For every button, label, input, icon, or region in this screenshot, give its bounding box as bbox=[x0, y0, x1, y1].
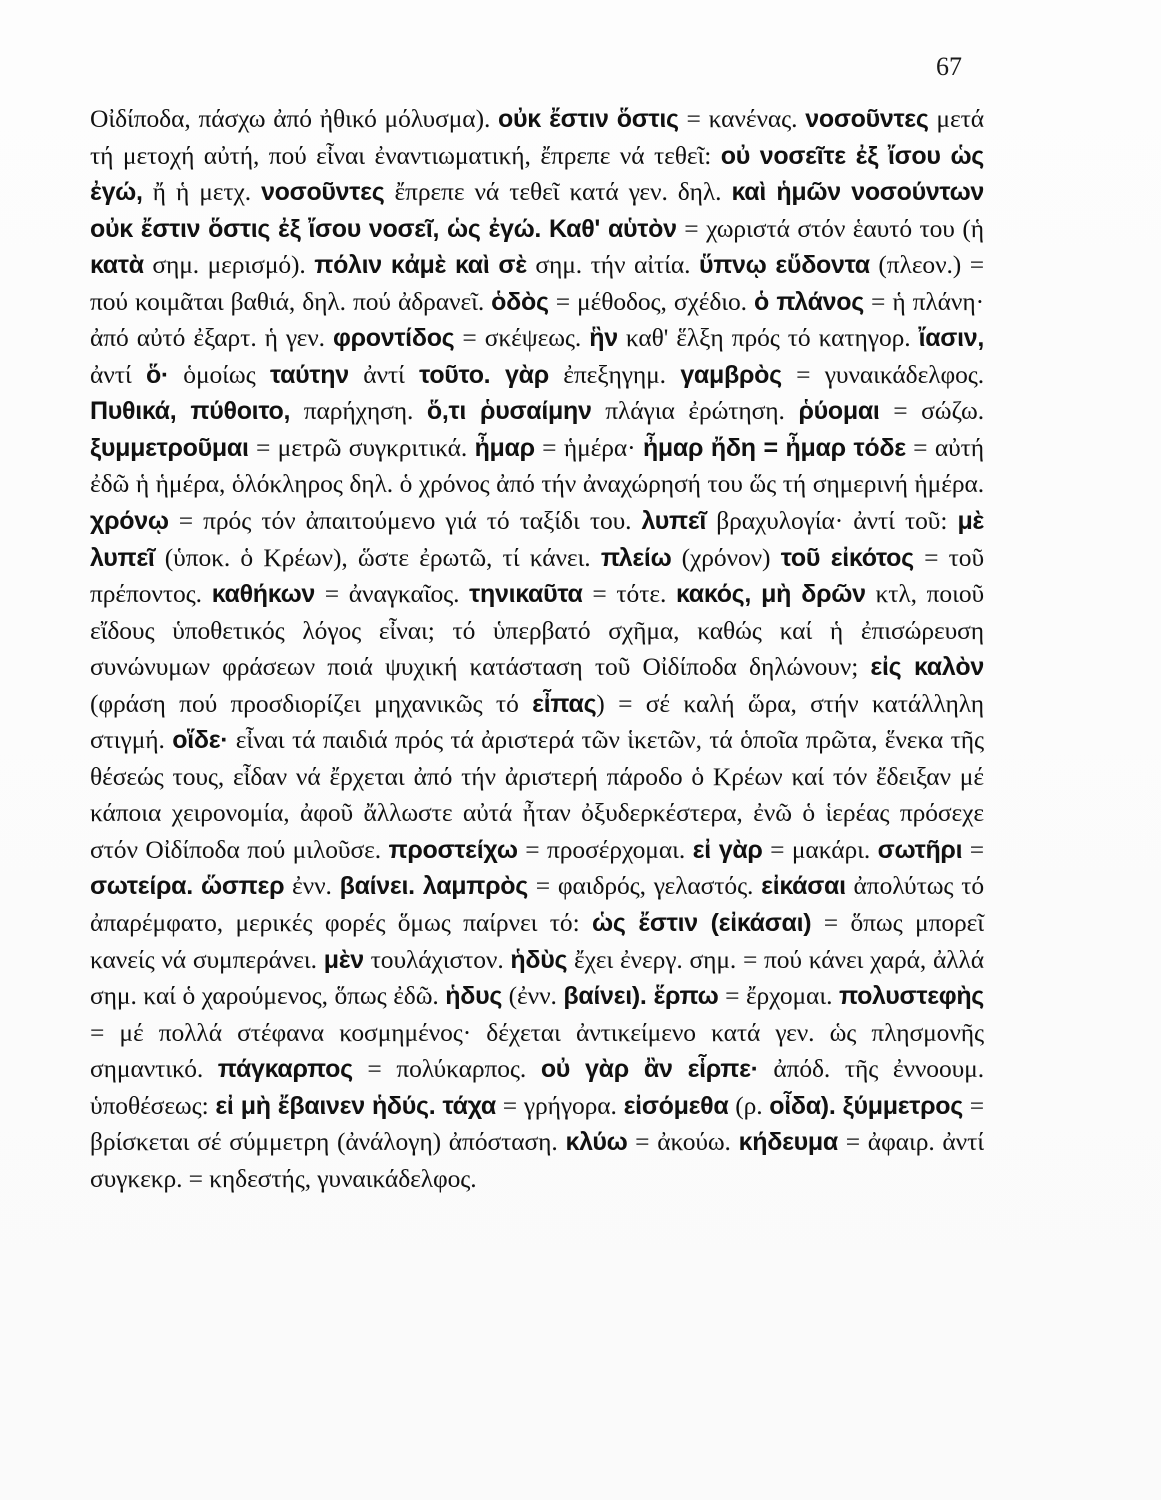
text-run: = κανένας. bbox=[678, 104, 806, 133]
text-run: παρήχηση. bbox=[290, 396, 427, 426]
text-run: (χρόνον) bbox=[671, 542, 781, 572]
text-run: (ἐνν. bbox=[502, 981, 564, 1011]
bold-term: πόλιν κἀμὲ καὶ σὲ bbox=[314, 251, 527, 280]
text-run: Οἰδίποδα, πάσχω ἀπό ἠθικό μόλυσμα). bbox=[90, 104, 499, 133]
bold-term: νοσοῦντες bbox=[805, 105, 929, 133]
bold-term: πάγκαρπος bbox=[217, 1055, 353, 1084]
text-run: κτλ, ποιοῦ εἴδους ὑποθετικός λόγος εἶναι; τό ὑπερβατό σχῆμα, καθώς καί ἡ ἐπισώρευση συνώνυμων φράσεων ποιά ψυχική κατάσταση τοῦ Οἰδίποδα δηλώνουν; bbox=[90, 579, 985, 682]
bold-term: ἴασιν, bbox=[918, 324, 984, 353]
bold-term: κλύω bbox=[565, 1128, 628, 1157]
bold-term: ἣν bbox=[589, 324, 618, 353]
text-run: ἔπρεπε νά τεθεῖ κατά γεν. δηλ. bbox=[384, 177, 732, 207]
text-run: σημ. μερισμό). bbox=[143, 250, 315, 280]
text-run: = προσέρχομαι. bbox=[517, 834, 693, 864]
text-run: (φράση πού προσδιορίζει μηχανικῶς τό bbox=[90, 688, 533, 718]
bold-term: Πυθικά, πύθοιτο, bbox=[90, 397, 291, 426]
text-run: = ἡ πλάνη· ἀπό αὐτό ἐξαρτ. ἡ γεν. bbox=[90, 286, 984, 353]
bold-term: ὕπνῳ εὕδοντα bbox=[698, 251, 870, 280]
text-run: βραχυλογία· ἀντί τοῦ: bbox=[706, 506, 958, 536]
text-run: = μέ πολλά στέφανα κοσμημένος· δέχεται ἀντικείμενο κατά γεν. ὡς πλησμονῆς σημαντικό. bbox=[90, 1017, 984, 1084]
text-run: = ἀκούω. bbox=[627, 1127, 739, 1157]
text-run: σημ. τήν αἰτία. bbox=[526, 250, 699, 280]
bold-term: σωτείρα. ὥσπερ bbox=[90, 872, 285, 901]
bold-term: ὡς ἔστιν (εἰκάσαι) bbox=[592, 909, 812, 938]
text-run: = ὅπως μπορεῖ κανείς νά συμπεράνει. bbox=[90, 908, 984, 974]
bold-term: εἰ γὰρ bbox=[692, 835, 763, 864]
bold-term: οἵδε· bbox=[172, 726, 229, 755]
text-run: = βρίσκεται σέ σύμμετρη (ἀνάλογη) ἀπόσταση. bbox=[90, 1090, 984, 1157]
text-run: ἐνν. bbox=[284, 871, 340, 901]
bold-term: ταύτην bbox=[269, 360, 349, 389]
text-run: = τοῦ πρέποντος. bbox=[90, 542, 984, 609]
bold-term: τηνικαῦτα bbox=[469, 580, 583, 609]
text-run: εἶναι τά παιδιά πρός τά ἀριστερά τῶν ἱκετῶν, τά ὁποῖα πρῶτα, ἕνεκα τῆς θέσεώς τους, εἶδαν νά ἔρχεται ἀπό τήν ἀριστερή πάροδο ὁ Κρέων καί τόν ἔδειξαν μέ κάποια χειρονομία, ἀφοῦ ἄλλωστε αὐτά ἦταν ὀξυδερκέστερα, ἐνῶ ὁ ἱερέας πρόσεχε στόν Οἰδίποδα πού μιλοῦσε. bbox=[90, 725, 984, 864]
text-run: ἐπεξηγημ. bbox=[548, 359, 681, 389]
text-run: μετά τή μετοχή αὐτή, πού εἶναι ἐναντιωματική, ἔπρεπε νά τεθεῖ: bbox=[90, 104, 984, 170]
text-run: = γυναικάδελφος. bbox=[781, 359, 985, 389]
bold-term: βαίνει). ἕρπω bbox=[563, 982, 719, 1011]
bold-term: προστείχω bbox=[388, 835, 518, 864]
text-run: ) = σέ καλή ὥρα, στήν κατάλληλη στιγμή. bbox=[90, 688, 985, 755]
bold-term: οὐ νοσεῖτε ἐξ ἴσου ὡς ἐγώ, bbox=[90, 141, 985, 207]
text-run: = χωριστά στόν ἑαυτό του (ἡ bbox=[676, 213, 984, 243]
bold-term: σωτῆρι bbox=[877, 835, 963, 864]
text-run: ὁμοίως bbox=[168, 359, 270, 389]
text-run: = τότε. bbox=[582, 579, 676, 609]
bold-term: νοσοῦντες bbox=[261, 178, 385, 207]
bold-term: ἦμαρ ἤδη = ἦμαρ τόδε bbox=[642, 433, 906, 462]
bold-term: λυπεῖ bbox=[641, 507, 707, 536]
text-run: = μετρῶ συγκριτικά. bbox=[248, 432, 475, 462]
bold-term: κακός, μὴ δρῶν bbox=[676, 580, 866, 609]
bold-term: κατὰ bbox=[90, 251, 144, 280]
page-number: 67 bbox=[936, 52, 962, 81]
bold-term: πολυστεφὴς bbox=[838, 982, 985, 1011]
bold-term: εἰκάσαι bbox=[761, 872, 846, 901]
text-run: (πλεον.) = πού κοιμᾶται βαθιά, δηλ. πού ἀδρανεῖ. bbox=[90, 250, 984, 316]
bold-term: καὶ ἡμῶν νοσούντων οὐκ ἔστιν ὅστις ἐξ ἴσου νοσεῖ, ὡς ἐγώ. Καθ' αὑτὸν bbox=[90, 178, 985, 243]
bold-term: εἰσόμεθα bbox=[623, 1091, 729, 1120]
bold-term: οἶδα). ξύμμετρος bbox=[769, 1091, 963, 1120]
text-run: = πρός τόν ἀπαιτούμενο γιά τό ταξίδι του. bbox=[168, 506, 642, 536]
commentary-paragraph bbox=[90, 101, 984, 1197]
text-run: πλάγια ἐρώτηση. bbox=[591, 396, 799, 426]
text-run: = μακάρι. bbox=[762, 834, 878, 864]
bold-term: οὐκ ἔστιν ὅστις bbox=[498, 105, 679, 133]
bold-term: χρόνῳ bbox=[90, 507, 169, 536]
text-run: = ἀναγκαῖος. bbox=[315, 579, 470, 609]
text-run: ἀντί bbox=[348, 359, 420, 389]
bold-term: φροντίδος bbox=[333, 324, 455, 353]
text-run: = ἀφαιρ. ἀντί συγκεκρ. = κηδεστής, γυναικάδελφος. bbox=[90, 1127, 984, 1193]
bold-term: ξυμμετροῦμαι bbox=[90, 433, 249, 462]
bold-term: γαμβρὸς bbox=[680, 360, 782, 389]
bold-term: τοῦ εἰκότος bbox=[780, 543, 914, 572]
text-run: καθ' ἕλξη πρός τό κατηγορ. bbox=[617, 323, 919, 353]
bold-term: μὲν bbox=[323, 945, 364, 974]
text-run: (ρ. bbox=[728, 1090, 770, 1120]
bold-term: ὁ πλάνος bbox=[754, 287, 864, 316]
text-run: ἔχει ἐνεργ. σημ. = πού κάνει χαρά, ἀλλά σημ. καί ὁ χαρούμενος, ὅπως ἐδῶ. bbox=[90, 944, 985, 1011]
bold-term: ῥύομαι bbox=[798, 397, 880, 426]
text-run: (ὑποκ. ὁ Κρέων), ὥστε ἐρωτῶ, τί κάνει. bbox=[154, 542, 601, 572]
text-run: = bbox=[962, 834, 985, 864]
text-run: = πολύκαρπος. bbox=[352, 1054, 541, 1084]
text-run: ἀπολύτως τό ἀπαρέμφατο, μερικές φορές ὅμως παίρνει τό: bbox=[90, 871, 984, 938]
bold-term: κήδευμα bbox=[738, 1128, 838, 1157]
text-run: ἀντί bbox=[90, 359, 146, 389]
text-run: = ἡμέρα· bbox=[534, 432, 643, 462]
bold-term: ἡδυς bbox=[445, 982, 503, 1011]
bold-term: πλείω bbox=[600, 543, 672, 572]
bold-term: μὲ λυπεῖ bbox=[90, 507, 984, 572]
bold-term: καθήκων bbox=[211, 580, 315, 609]
text-run: ἀπόδ. τῆς ἐννοουμ. ὑποθέσεως: bbox=[90, 1054, 984, 1120]
bold-term: οὐ γὰρ ἂν εἷρπε· bbox=[540, 1055, 759, 1084]
text-run: = αὐτή ἐδῶ ἡ ἡμέρα, ὁλόκληρος δηλ. ὁ χρόνος ἀπό τήν ἀναχώρησή του ὥς τή σημερινή ἡμέρα. bbox=[90, 432, 985, 499]
text-run: ἤ ἡ μετχ. bbox=[142, 177, 262, 207]
text-run: = ἔρχομαι. bbox=[718, 981, 839, 1011]
bold-term: εἶπας bbox=[532, 689, 597, 718]
bold-term: ἡδὺς bbox=[510, 945, 568, 974]
bold-term: εἰς καλὸν bbox=[870, 653, 984, 682]
bold-term: τοῦτο. γὰρ bbox=[419, 360, 549, 389]
text-run: = σκέψεως. bbox=[454, 323, 590, 353]
bold-term: ὁδὸς bbox=[491, 287, 549, 316]
bold-term: εἰ μὴ ἔβαινεν ἡδύς. τάχα bbox=[215, 1091, 497, 1120]
text-run: = γρήγορα. bbox=[496, 1090, 624, 1120]
bold-term: ὅ,τι ῥυσαίμην bbox=[426, 397, 592, 426]
bold-term: βαίνει. λαμπρὸς bbox=[339, 872, 528, 901]
bold-term: ὅ· bbox=[145, 360, 169, 389]
text-run: = σώζω. bbox=[879, 396, 984, 426]
text-run: = μέθοδος, σχέδιο. bbox=[548, 286, 754, 316]
bold-term: ἦμαρ bbox=[474, 433, 535, 462]
text-run: τουλάχιστον. bbox=[363, 944, 511, 974]
text-run: = φαιδρός, γελαστός. bbox=[527, 871, 762, 901]
